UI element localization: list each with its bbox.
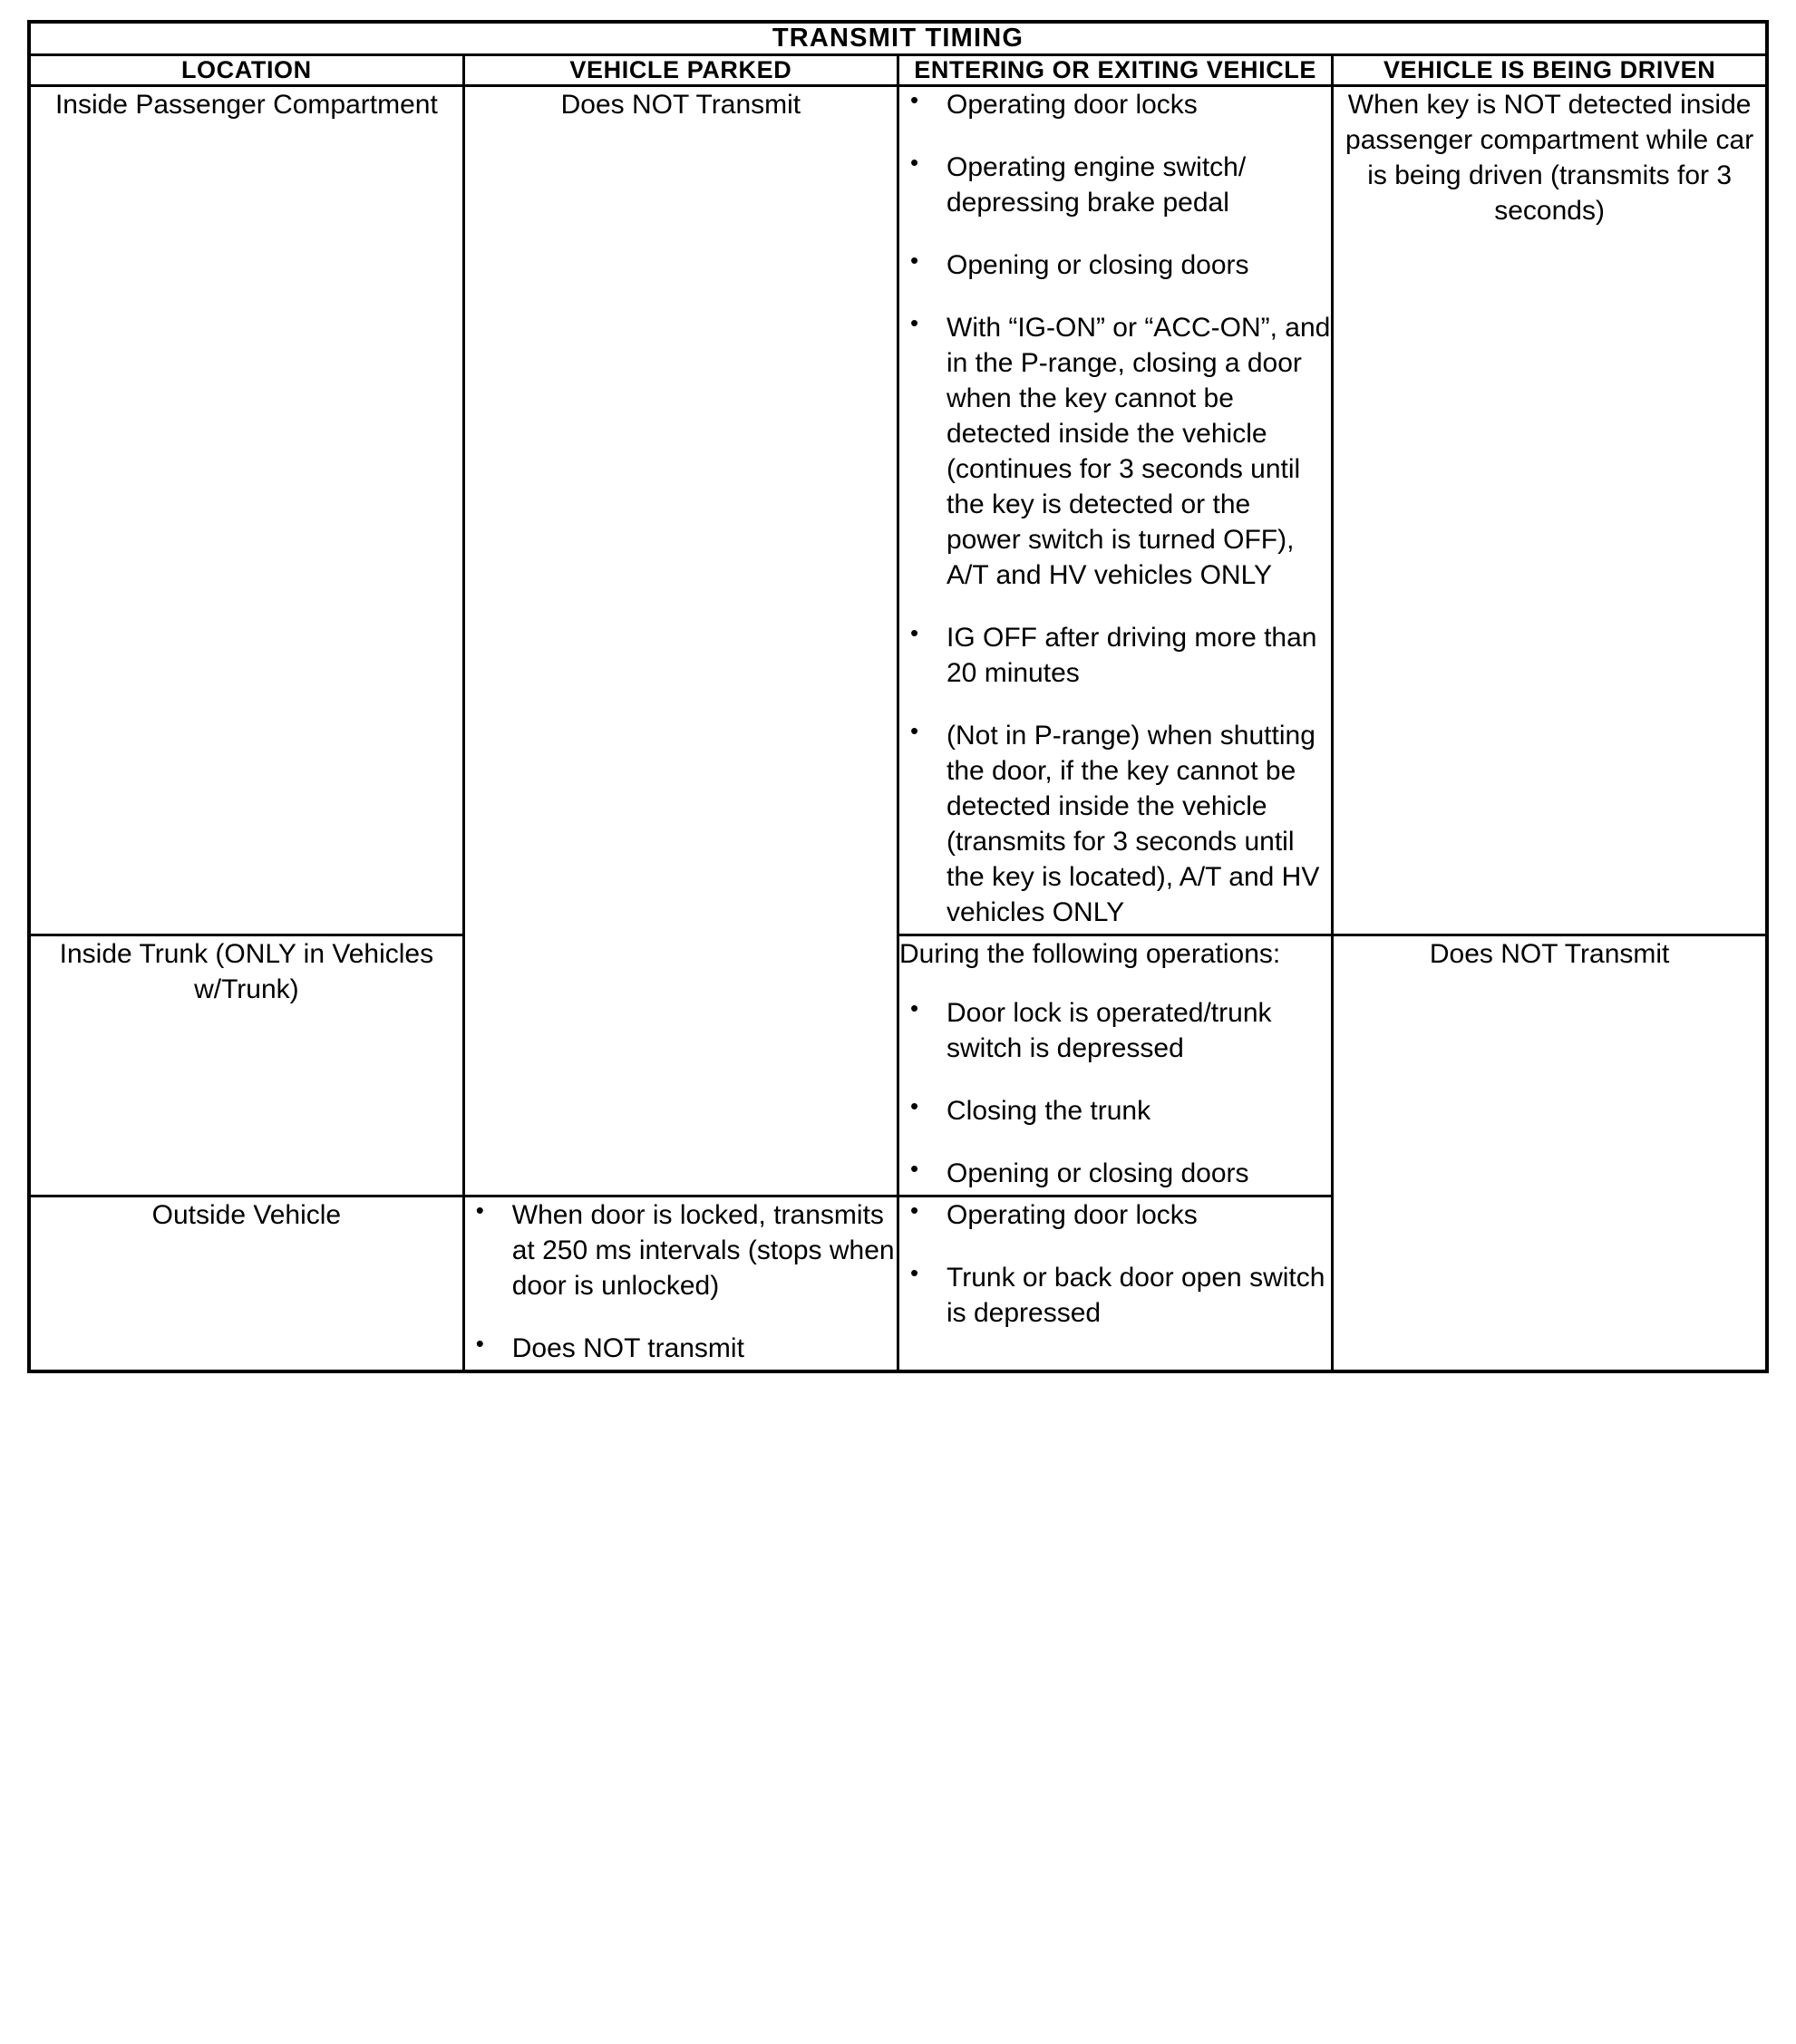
cell-entering-inside-passenger-compartment: [898, 86, 1333, 935]
column-header-being-driven: VEHICLE IS BEING DRIVEN: [1333, 55, 1767, 86]
list-item: • Opening or closing doors: [899, 1156, 1331, 1191]
list-item: • Operating door locks: [899, 1197, 1331, 1233]
list-item: • Trunk or back door open switch is depressed: [899, 1260, 1331, 1331]
table-title-row: [29, 22, 1767, 55]
list-item: • Operating engine switch/ depressing brake pedal: [899, 150, 1331, 220]
entering-intro-text: During the following operations:: [899, 939, 1281, 969]
bullet-list: [899, 995, 1331, 1191]
table-title: TRANSMIT TIMING: [29, 22, 1767, 55]
bullet-list: [899, 1197, 1331, 1331]
table-row: [29, 86, 1767, 935]
cell-entering-inside-trunk: [898, 935, 1333, 1196]
table-header-row: [29, 55, 1767, 86]
row-location-inside-trunk: Inside Trunk (ONLY in Vehicles w/Trunk): [29, 935, 463, 1196]
cell-driven-key-not-detected: When key is NOT detected inside passenger compartment while car is being driven (transmits for 3 seconds): [1333, 86, 1767, 935]
cell-driven-does-not-transmit: Does NOT Transmit: [1333, 935, 1767, 1372]
bullet-list: [465, 1197, 897, 1366]
column-header-entering-exiting: ENTERING OR EXITING VEHICLE: [898, 55, 1333, 86]
row-location-outside-vehicle: Outside Vehicle: [29, 1196, 463, 1372]
list-item: • Door lock is operated/trunk switch is depressed: [899, 995, 1331, 1066]
row-location-inside-passenger-compartment: Inside Passenger Compartment: [29, 86, 463, 935]
transmit-timing-table: [27, 20, 1769, 1373]
cell-parked-does-not-transmit: Does NOT Transmit: [463, 86, 898, 1196]
list-item: • Operating door locks: [899, 87, 1331, 122]
list-item: • Opening or closing doors: [899, 247, 1331, 283]
list-item: • (Not in P-range) when shutting the door, if the key cannot be detected inside the vehicle (transmits for 3 seconds until the key is located), A/T and HV vehicles ONLY: [899, 718, 1331, 930]
list-item: • Closing the trunk: [899, 1093, 1331, 1129]
cell-entering-outside-vehicle: [898, 1196, 1333, 1372]
column-header-location: LOCATION: [29, 55, 463, 86]
column-header-vehicle-parked: VEHICLE PARKED: [463, 55, 898, 86]
list-item: • With “IG-ON” or “ACC-ON”, and in the P-range, closing a door when the key cannot be detected inside the vehicle (continues for 3 seconds until the key is detected or the power switch is turned OFF), A/T and HV vehicles ONLY: [899, 310, 1331, 593]
list-item: • When door is locked, transmits at 250 ms intervals (stops when door is unlocked): [465, 1197, 897, 1303]
table-row: [29, 935, 1767, 1196]
cell-parked-outside-vehicle: [463, 1196, 898, 1372]
bullet-list: [899, 87, 1331, 930]
list-item: • Does NOT transmit: [465, 1331, 897, 1366]
list-item: • IG OFF after driving more than 20 minutes: [899, 620, 1331, 691]
